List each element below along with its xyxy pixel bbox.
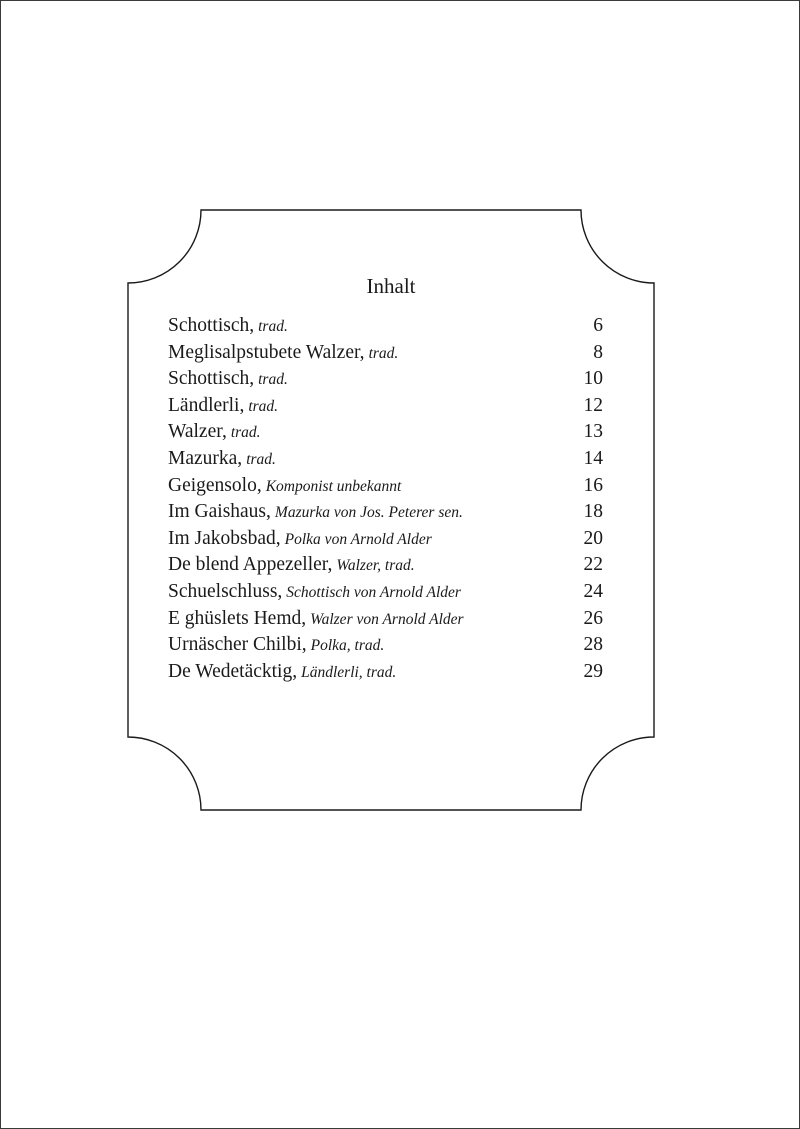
toc-entry[interactable] <box>168 606 608 633</box>
toc-entry[interactable] <box>168 473 608 500</box>
entry-title: Schottisch, <box>168 368 255 390</box>
entry-title: Geigensolo, <box>168 474 262 496</box>
entry-page-number: 24 <box>583 580 603 602</box>
entry-credit: Mazurka von Jos. Peterer sen. <box>274 504 463 522</box>
toc-entry[interactable] <box>168 659 608 686</box>
entry-title: E ghüslets Hemd, <box>168 607 307 629</box>
entry-page-number: 8 <box>593 341 603 363</box>
entry-title: De Wedetäcktig, <box>168 660 298 682</box>
entry-title: Meglisalpstubete Walzer, <box>168 341 365 363</box>
entry-credit: trad. <box>248 397 279 415</box>
entry-title: Schottisch, <box>168 315 255 336</box>
entry-credit: trad. <box>368 344 399 362</box>
toc-heading: Inhalt <box>366 274 416 298</box>
toc-entry[interactable] <box>168 393 608 420</box>
entry-credit: trad. <box>246 450 276 468</box>
entry-page-number: 12 <box>583 394 603 416</box>
entry-page-number: 18 <box>583 501 603 523</box>
table-of-contents <box>168 313 608 685</box>
entry-page-number: 14 <box>583 447 603 469</box>
entry-title: Urnäscher Chilbi, <box>168 634 307 656</box>
toc-entry[interactable] <box>168 552 608 579</box>
entry-title: Im Jakobsbad, <box>168 527 281 549</box>
entry-credit: trad. <box>230 424 261 442</box>
entry-title: Ländlerli, <box>168 394 245 416</box>
entry-credit: Polka von Arnold Alder <box>284 530 432 548</box>
entry-credit: Schottisch von Arnold Alder <box>286 583 461 601</box>
entry-credit: trad. <box>258 371 288 389</box>
entry-title: De blend Appezeller, <box>168 554 333 576</box>
entry-title: Mazurka, <box>168 447 243 469</box>
toc-entry[interactable] <box>168 499 608 526</box>
toc-entry[interactable] <box>168 579 608 606</box>
entry-title: Walzer, <box>168 421 227 443</box>
toc-entry[interactable] <box>168 419 608 446</box>
entry-title: Schuelschluss, <box>168 580 283 602</box>
toc-entry[interactable] <box>168 313 608 340</box>
entry-page-number: 22 <box>583 554 603 576</box>
entry-page-number: 6 <box>593 315 603 336</box>
entry-page-number: 20 <box>583 527 603 549</box>
toc-entry[interactable] <box>168 340 608 367</box>
toc-entry[interactable] <box>168 446 608 473</box>
entry-page-number: 26 <box>583 607 603 629</box>
entry-credit: Walzer von Arnold Alder <box>310 610 464 628</box>
entry-credit: trad. <box>258 318 288 335</box>
entry-page-number: 16 <box>583 474 603 496</box>
entry-page-number: 10 <box>583 368 603 390</box>
entry-credit: Walzer, trad. <box>336 557 415 575</box>
toc-entry[interactable] <box>168 526 608 553</box>
toc-entry[interactable] <box>168 632 608 659</box>
entry-credit: Ländlerli, trad. <box>301 663 397 681</box>
entry-title: Im Gaishaus, <box>168 501 271 523</box>
entry-page-number: 29 <box>583 660 603 682</box>
entry-page-number: 13 <box>583 421 603 443</box>
entry-credit: Polka, trad. <box>310 637 385 655</box>
entry-page-number: 28 <box>583 634 603 656</box>
toc-entry[interactable] <box>168 366 608 393</box>
entry-credit: Komponist unbekannt <box>265 477 402 495</box>
